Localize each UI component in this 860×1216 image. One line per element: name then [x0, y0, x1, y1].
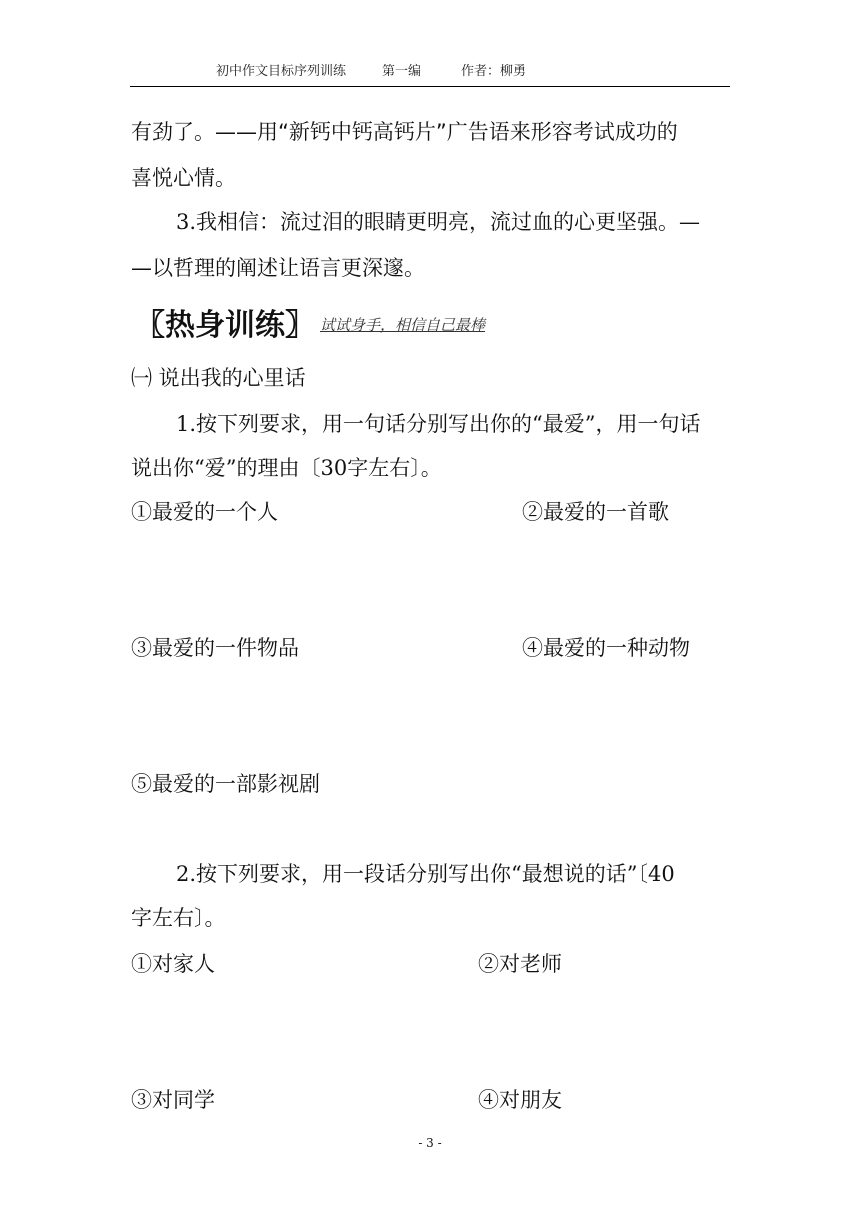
- task1-item: ④最爱的一种动物: [522, 636, 690, 660]
- section-tagline: 试试身手，相信自己最棒: [320, 316, 486, 334]
- section-title: 〖热身训练〗: [135, 308, 315, 343]
- task2-prompt-line-1: 2.按下列要求，用一段话分别写出你“最想说的话”〔40: [176, 862, 675, 886]
- task1-prompt-line-1: 1.按下列要求，用一句话分别写出你的“最爱”，用一句话: [176, 412, 701, 436]
- task1-prompt-line-2: 说出你“爱”的理由〔30字左右〕。: [131, 456, 442, 480]
- task1-item: ②最爱的一首歌: [522, 500, 669, 524]
- task1-item: ①最爱的一个人: [131, 500, 278, 524]
- header-rule: [130, 86, 730, 87]
- body-line-4: —以哲理的阐述让语言更深邃。: [131, 256, 425, 280]
- task1-item: ③最爱的一件物品: [131, 636, 299, 660]
- task2-item: ②对老师: [478, 952, 562, 976]
- page-number: - 3 -: [418, 1136, 442, 1150]
- task2-item: ①对家人: [131, 952, 215, 976]
- header-volume: 第一编: [382, 64, 422, 79]
- task2-item: ③对同学: [131, 1088, 215, 1112]
- body-line-2: 喜悦心情。: [131, 166, 236, 190]
- body-line-1: 有劲了。——用“新钙中钙高钙片”广告语来形容考试成功的: [131, 120, 678, 144]
- body-line-3: 3.我相信：流过泪的眼睛更明亮，流过血的心更坚强。—: [176, 210, 701, 234]
- task2-prompt-line-2: 字左右〕。: [131, 906, 226, 930]
- header-book-title: 初中作文目标序列训练: [216, 64, 347, 79]
- task2-item: ④对朋友: [478, 1088, 562, 1112]
- task1-item: ⑤最爱的一部影视剧: [131, 772, 320, 796]
- header-author: 作者：柳勇: [461, 64, 527, 79]
- section-subheading: ㈠ 说出我的心里话: [131, 366, 306, 390]
